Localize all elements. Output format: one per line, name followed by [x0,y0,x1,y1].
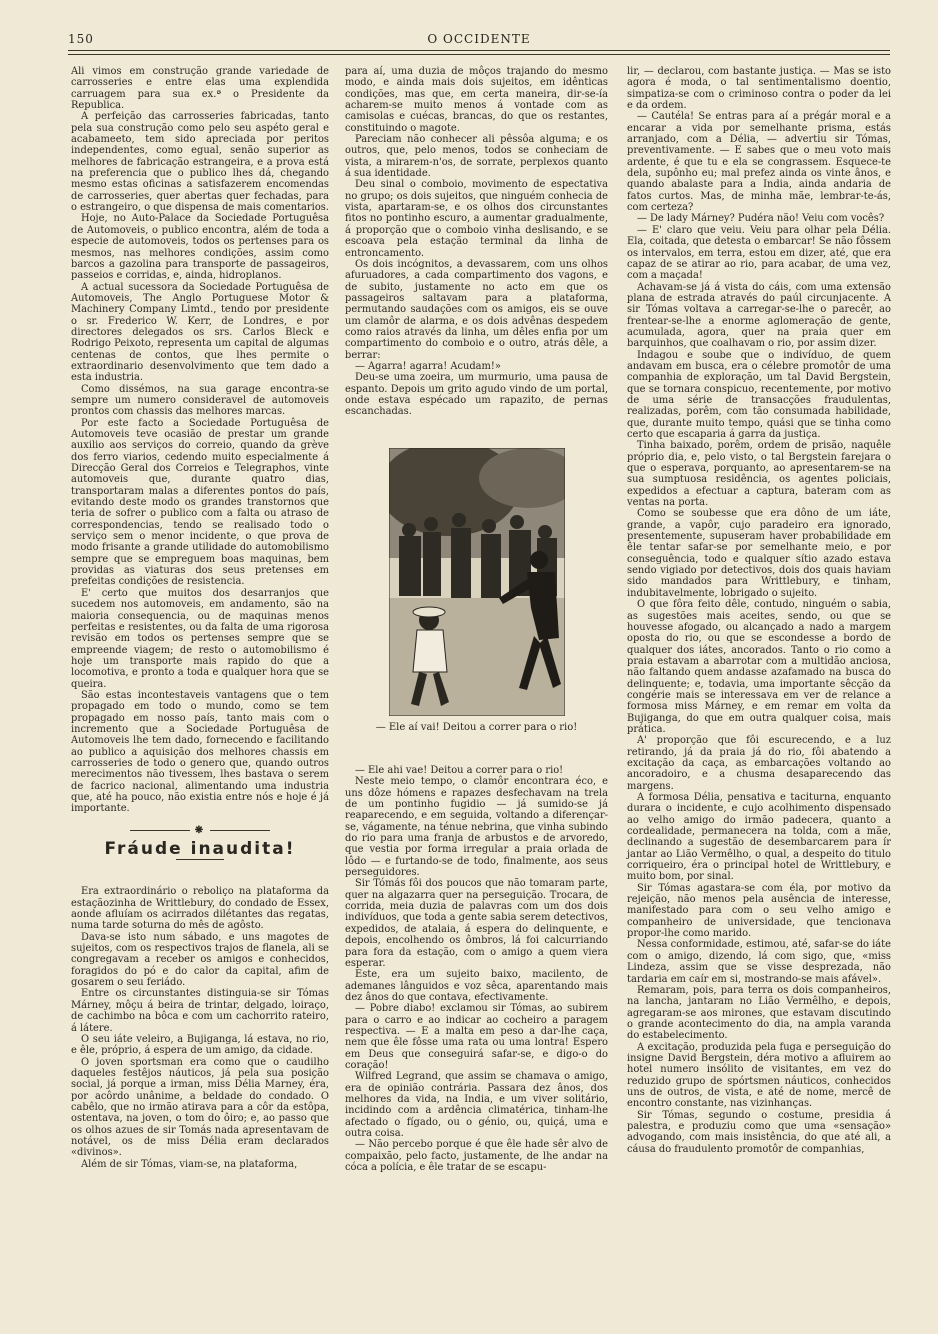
paragraph: Hoje, no Auto-Palace da Sociedade Portuguêsa de Automoveis, o publico encontra, além de toda a especie de automoveis, todos os pertenses para os mesmos, nas melhores condições, assim como barcos a gazolina para transporte de passageiros, passeios e corridas, e, ainda, hidroplanos. [71,213,329,282]
paragraph: Achavam-se já á vista do cáis, com uma extensão plana de estrada através do paúl circunjacente. A sir Tómas voltava a carregar-se-lhe o parecêr, ao frentear-se-lhe a enorme aglomeração de gente, acumulada, agora, quer na praia quer em barquinhos, que coalhavam o rio, por assim dizer. [627,281,891,350]
paragraph: Além de sir Tómas, viam-se, na plataforma, [81,1158,298,1170]
paragraph: — E' claro que veiu. Veiu para olhar pela Délia. Ela, coitada, que detesta o embarcar! Se não fôssem os intervalos, em terra, estou em dizer, até, que era capaz de se atirar ao rio, para acabar, de uma vez, com a maçada! [627,224,891,282]
paragraph: O seu iáte veleiro, a Bujiganga, lá estava, no rio, e êle, próprio, á espera de um amigo, da cidade. [71,1033,329,1057]
paragraph: A actual sucessora da Sociedade Portuguêsa de Automoveis, The Anglo Portuguese Motor & Machinery Company Limtd., tendo por presidente o sr. Frederico W. Kerr, de Londres, e por directores delegados os srs. Carlos Bleck e Rodrigo Peixoto, representa um capital de algumas centenas de contos, que lhes permite o extraordinario desenvolvimento que tem dado a esta industria. [71,281,329,384]
header-rule [68,50,890,51]
paragraph: Dava-se isto num sábado, e uns magotes de sujeitos, com os respectivos trajos de flanela, ali se congregavam a receber os amigos e conhecidos, foragidos do pó e do calor da capital, afim de gosarem o seu feriádo. [71,931,329,989]
paragraph: A perfeição das carrosseries fabricadas, tanto pela sua construção como pelo seu aspéto geral e acabameeto, tem sido apreciada por peritos independentes, como egual, senão superior as melhores de fabricação estrangeira, e a prova está na preferencia que o publico lhes dá, chegando mesmo estas oficinas a satisfazerem encomendas de carrosseries, quer abertas quer fechadas, para o estrangeiro, o que dispensa de mais comentarios. [71,111,329,214]
paragraph: Wilfred Legrand, que assim se chamava o amigo, era de opinião contrária. Passara dez ânos, dos melhores da vida, na India, e um viver solitário, incidindo com a ardência climatérica, tinham-lhe afectado o fígado, ou o génio, ou, quiçá, uma e outra coisa. [345,1071,608,1139]
paragraph: Este, era um sujeito baixo, macilento, de ademanes lânguidos e voz sêca, aparentando mais dez ânos do que contava, efectivamente. [345,969,608,1003]
paragraph: São estas incontestaveis vantagens que o tem propagado em todo o mundo, como se tem propagado em nosso país, tanto mais com o incremento que a Sociedade Portuguêsa de Automoveis lhe tem dado, fornecendo e facilitando ao publico a aquisição dos melhores chassis em carrosseries de todo o genero que, quando outros merecimentos não tivessem, lhes bastava o serem de facrico nacional, alimentando uma industria que, até ha pouco, não existia entre nós e hoje é já importante. [71,689,329,815]
ornament-icon: ❋ [194,824,206,836]
column-3 [627,66,891,1155]
paragraph: Sir Tómás fôi dos poucos que não tomaram parte, quer na algazarra quer na perseguição. Trocara, de corrida, meia duzia de palavras com um dos dois indivíduos, que toda a gente sabia serem detectivos, expedidos, de atalaia, á espera do delinquente, e depois, encolhendo os ômbros, lá foi calcurriando para fora da estação, com o amigo a quem viera esperar. [345,878,608,969]
paragraph: Como se soubesse que era dôno de um iáte, grande, a vapôr, cujo paradeiro era ignorado, presentemente, supuseram haver probabilidade em êle tentar safar-se por semelhante meio, e por conseguência, todo e qualquer sítio azado estava sendo vigiado por detectivos, dois dos quais haviam sido mandados para Writtlebury, e tinham, indubitavelmente, lobrigado o sujeito. [627,508,891,599]
illustration-caption: — Ele aí vai! Deitou a correr para o rio! [375,721,578,733]
title-rule [176,859,224,860]
paragraph: — Pobre diabo! exclamou sir Tómas, ao subirem para o carro e ao indicar ao cocheiro a paragem respectiva. — E a malta em peso a dar-lhe caça, nem que êle fôsse uma rata ou uma lontra! Espero em Deus que conseguirá safar-se, e digo-o do coração! [345,1003,608,1071]
paragraph: A excitação, produzida pela fuga e perseguição do insigne David Bergstein, déra motivo a afluirem ao hotel numero insólito de visitantes, em vez do reduzido grupo de spórtsmen náuticos, conhecidos uns de outros, de vista, e até de nome, mercê de encontro constante, nas vizinhanças. [627,1041,891,1110]
illustration-chase-scene [389,448,565,716]
paragraph: Ali vimos em construção grande variedade de carrosseries e entre elas uma explendida carruagem para sua ex.ª o Presidente da Republica. [71,66,329,112]
paragraph: lir, — declarou, com bastante justiça. — Mas se isto agora é moda, o tal sentimentalismo doentio, simpatiza-se com o criminoso contra o poder da lei e da ordem. [627,66,891,112]
column-2 [345,66,608,1173]
paragraph: Era extraordinário o reboliço na plataforma da estaçãozinha de Writtlebury, do condado de Essex, aonde afluíam os acirrados dilétantes das regatas, numa tarde soturna do mês de agôsto. [71,886,329,932]
paragraph: — Agarra! agarra! Acudam!» [355,360,501,372]
header-rule-thin [68,54,890,55]
section-divider [71,825,329,836]
paragraph: Pareciam não conhecer ali pêssôa alguma; e os outros, que, pelo menos, todos se conheciam de vista, a mirarem-n'os, de sorrate, perplexos quanto á sua identidade. [345,134,608,180]
paragraph: — Cautéla! Se entras para aí a prégár moral e a encarar a vida por semelhante prisma, estás arranjado, com a Délia, — advertiu sir Tómas, preventivamente. — E sabes que o meu voto mais ardente, é que tu e ela se congrassem. Esquece-te dela, supônho eu; mal prefez ainda os vinte ânos, e quando abalaste para a India, ainda andaria de fatos curtos. Mas, de minha mãe, lembrar-te-ás, com certeza? [627,111,891,214]
paragraph: A formosa Délia, pensativa e taciturna, enquanto durara o incidente, e cujo acolhimento dispensado ao velho amigo do irmão padecera, quanto a cordealidade, permanecera na tolda, com a mãe, declinando a sugestão de desembarcarem para ír jantar ao Lião Vermêlho, o qual, a despeito do titulo corriqueiro, éra o principal hotel de Writtlebury, e muito bom, por sinal. [627,792,891,883]
page-header [68,30,890,50]
paragraph: Entre os circunstantes distinguia-se sir Tómas Márney, môçu á beira de trintar, delgado, loiraço, de cachimbo na bôca e com um cachorrito rateiro, á látere. [71,988,329,1034]
paragraph: — Ele ahi vae! Deitou a correr para o rio! [355,765,564,776]
paragraph: Nessa conformidade, estimou, até, safar-se do iáte com o amigo, dizendo, lá com sigo, que, «miss Lindeza, assim que se visse desprezada, não tardaria em caír em si, mostrando-se mais afável». [627,939,891,985]
paragraph: Deu sinal o comboio, movimento de espectativa no grupo; os dois sujeitos, que ninguém conhecia de vista, apartaram-se, e os olhos dos circunstantes fitos no pontinho escuro, a aumentar gradualmente, á proporção que o comboio vinha deslisando, e se escoava pela estação terminal da linha de entroncamento. [345,179,608,259]
paragraph: Tinha baixado, porêm, ordem de prisão, naquêle próprio dia, e, pelo visto, o tal Bergstein farejara o que o esperava, porquanto, ao apresentarem-se na sua sumptuosa residência, os agentes policiais, expedidos a efectuar a captura, bateram com as ventas na porta. [627,440,891,509]
paragraph: — De lady Márney? Pudéra não! Veiu com vocês? [637,213,885,225]
paragraph: Sir Tómas agastara-se com éla, por motivo da rejeição, não menos pela ausência de interesse, manifestado para com o seu velho amigo e companheiro de universidade, que tencionava propor-lhe como marido. [627,882,891,940]
paragraph: A' proporção que fôi escurecendo, e a luz retirando, já da praia já do rio, fôi abatendo a excitação da caça, as embarcações voltando ao ancoradoiro, e a chusma desaparecendo das margens. [627,735,891,792]
paragraph: Remaram, pois, para terra os dois companheiros, na lancha, jantaram no Lião Vermêlho, e depois, agregaram-se aos mirones, que estavam discutindo o grande acontecimento do dia, na ampla varanda do estabelecimento. [627,984,891,1042]
paragraph: O joven sportsman era como que o caudilho daqueles festêjos náuticos, já pela sua posição social, já porque a irman, miss Délia Marney, éra, por acôrdo unânime, a beldade do condado. O cabêlo, que no irmão atirava para a côr da estôpa, ostentava, na joven, o tom do ôiro; e, ao passo que os olhos azues de sir Tomás nada apresentavam de notável, os de miss Délia eram declarados «divinos». [71,1056,329,1159]
paragraph: Neste meio tempo, o clamôr encontrara éco, e uns dôze hómens e rapazes desfechavam na trela de um pontinho fugidio — já sumido-se já reaparecendo, e em seguida, voltando a diferençar-se, vágamente, na ténue nebrina, que vinha subindo do rio para uma franja de arbustos e de arvoredo, que vestia por forma irregular a praia orlada de lôdo — e furtando-se de todo, finalmente, aos seus perseguidores. [345,776,608,879]
paragraph: O que fôra feito dêle, contudo, ninguém o sabia, as sugestões mais aceites, sendo, ou que se houvesse afogado, ou alcançado a nado a margem oposta do rio, ou que se escondesse a bordo de qualquer dos iátes, ancorados. Tanto o rio como a praia estavam a abarrotar com a multidão anciosa, não faltando quem andasse azafamado na busca do delinquente; e, todavia, uma importante sêcção da congérie mais se interessava em ver de relance a formosa miss Márney, e em remar em volta da Bujiganga, do que em outra qualquer coisa, mais prática. [627,599,891,735]
paragraph: para aí, uma duzia de môços trajando do mesmo modo, e ainda mais dois sujeitos, em idênticas condições, mas que, em certa maneira, dir-se-ía acharem-se muito menos á vontade com as camisolas e cuécas, brancas, do que os restantes, constituindo o magote. [345,66,608,134]
column-1 [71,66,329,1170]
paragraph: Deu-se uma zoeira, um murmurio, uma pausa de espanto. Depois um grito agudo vindo de um portal, onde estava espécado um rapazito, de pernas escanchadas. [345,372,608,418]
page-number: 150 [68,32,94,46]
paragraph: Indagou e soube que o indivíduo, de quem andavam em busca, era o célebre promotôr de uma companhia de exploração, um tal David Bergstein, que se tornara conspicuo, recentemente, por motivo de uma série de transacções fraudulentas, realizadas, porêm, com tão consumada habilidade, que, durante muito tempo, quási que se tinha como certo que escaparia á garra da justiça. [627,349,891,440]
paragraph: Como dissémos, na sua garage encontra-se sempre um numero consideravel de automoveis prontos com chassis das melhores marcas. [71,383,329,418]
article-title: Fráude inaudita! [104,839,296,860]
paragraph: — Não percebo porque é que êle hade sêr alvo de compaixão, pelo facto, justamente, de lhe andar na cóca a polícia, e êle tratar de se escapu- [345,1139,608,1174]
paragraph: Sir Tómas, segundo o costume, presidia á palestra, e produziu como que uma «sensação» advogando, com mais insistência, do que até ali, a cáusa do fraudulento promotôr de companhias, [627,1109,891,1155]
paragraph: Por este facto a Sociedade Portuguêsa de Automoveis teve ocasião de prestar um grande auxilio aos serviços do correio, quando da grève dos ferro viarios, cedendo muito especialmente á Direcção Geral dos Correios e Telegraphos, vinte automoveis que, durante quatro dias, transportaram malas a diferentes pontos do país, evitando deste modo os grandes transtornos que teria de sofrer o publico com a falta ou atraso de correspondencias, tendo se realisado todo o serviço sem o menor incidente, o que prova de modo frisante a grande utilidade do automobilismo sempre que se empreguem boas maquinas, bem providas as viaturas dos seus pretenses em prefeitas condições de resistencia. [71,417,329,588]
paragraph: E' certo que muitos dos desarranjos que sucedem nos automoveis, em andamento, são na maioria consequencia, ou de maquinas menos perfeitas e resistentes, ou da falta de uma rigorosa revisão em todos os pertenses sempre que se empreende viagem; de resto o automobilismo é hoje um transporte mais rapido do que a locomotiva, e pronto a toda e qualquer hora que se queira. [71,587,329,690]
paragraph: Os dois incógnitos, a devassarem, com uns olhos afuruadores, a cada compartimento dos vagons, e de subito, justamente no acto em que os passageiros saltavam para a plataforma, permutando saudações com os amigos, eis se ouve um clamôr de alarma, e os dois advênas despedem como raios através da linha, um dêles enfia por um compartimento do comboio e o outro, atrás dêle, a berrar: [345,258,608,361]
journal-title: O OCCIDENTE [427,32,531,46]
